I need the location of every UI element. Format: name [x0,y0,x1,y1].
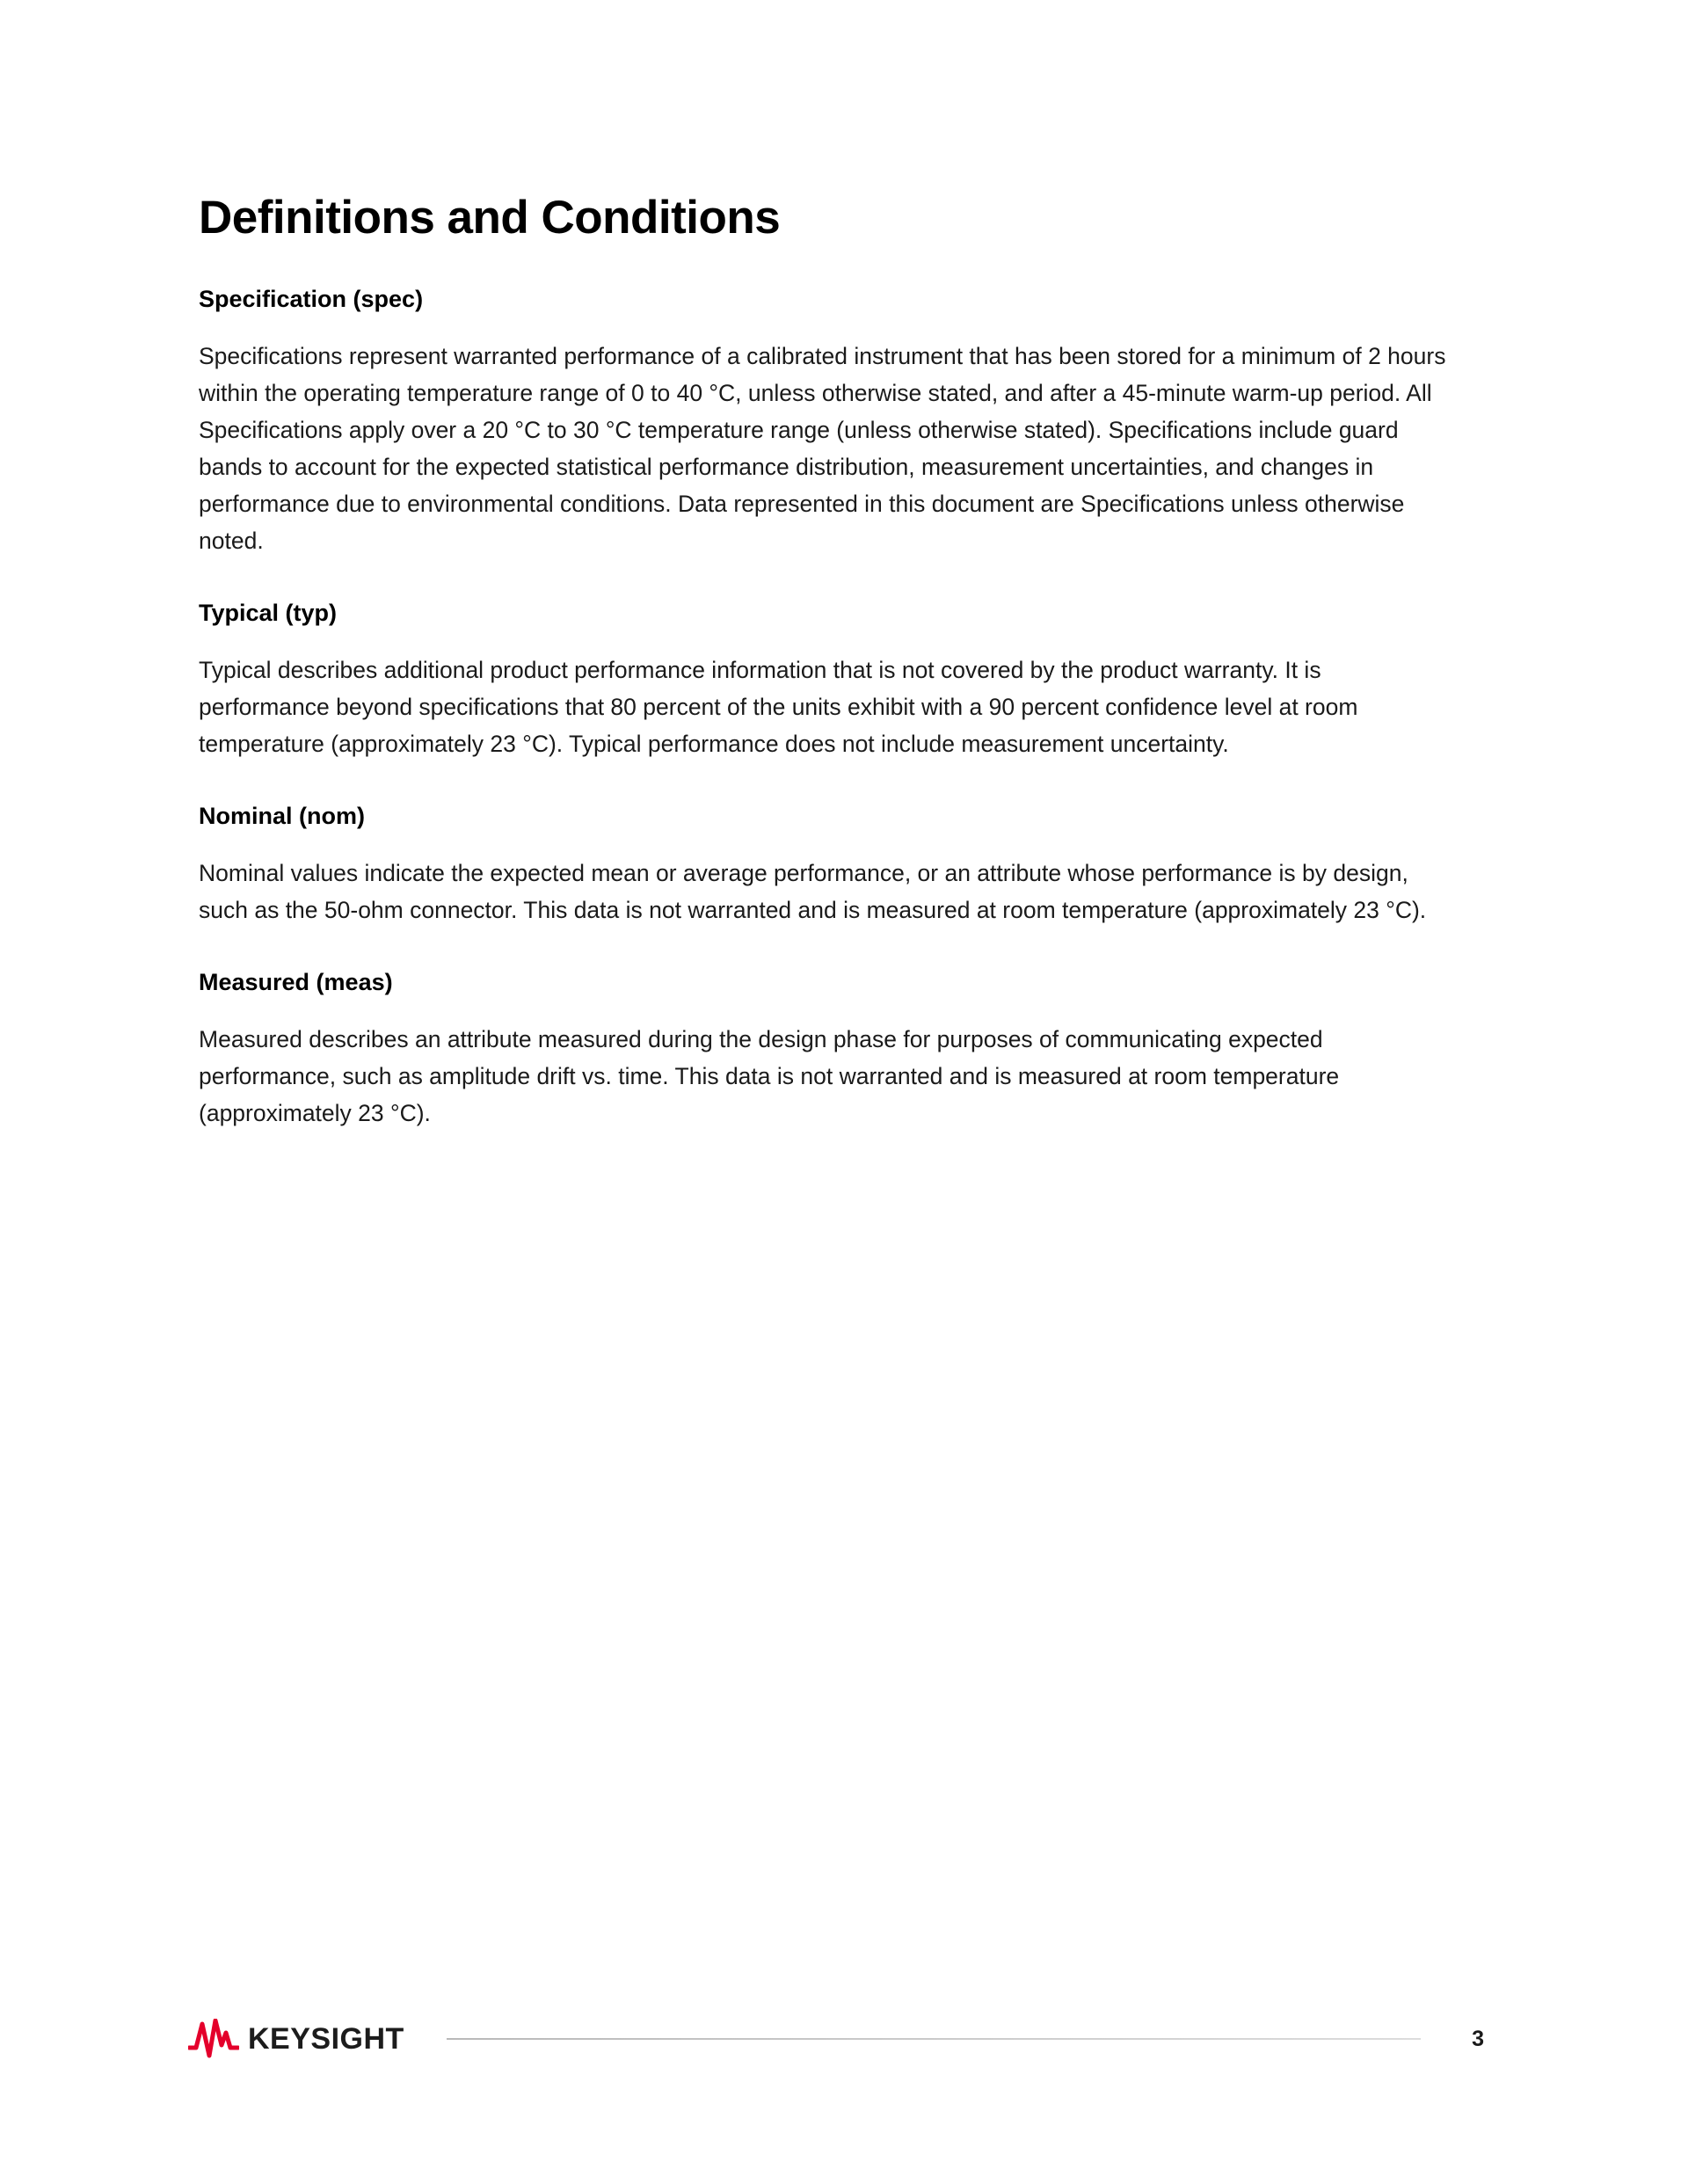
keysight-brand [188,2019,404,2059]
section-typical [199,598,1458,762]
document-content [199,192,1458,1132]
page-title: Definitions and Conditions [199,192,781,244]
section-heading-nominal: Nominal (nom) [199,803,365,830]
section-heading-specification: Specification (spec) [199,285,424,312]
section-heading-measured: Measured (meas) [199,969,393,996]
section-body-measured: Measured describes an attribute measured during the design phase for purposes of communicating expected performance, such as amplitude drift vs. time. This data is not warranted and is measured at room temperature (approximately 23 °C). [199,1026,1340,1127]
footer-divider-line [447,2038,1421,2040]
section-body-nominal: Nominal values indicate the expected mean or average performance, or an attribute whose performance is by design, such as the 50-ohm connector. This data is not warranted and is measured at room temperature (approximately 23 °C). [199,860,1427,924]
keysight-brand-name: KEYSIGHT [248,2021,404,2056]
page-footer [188,2019,1484,2059]
section-heading-typical: Typical (typ) [199,600,338,627]
section-body-typical: Typical describes additional product performance information that is not covered by the product warranty. It is performance beyond specifications that 80 percent of the units exhibit with a 90 percent confidence level at room temperature (approximately 23 °C). Typical performance does not include measurement uncertainty. [199,657,1358,758]
section-body-specification: Specifications represent warranted performance of a calibrated instrument that has been stored for a minimum of 2 hours within the operating temperature range of 0 to 40 °C, unless otherwise stated, and after a 45-minute warm-up period. All Specifications apply over a 20 °C to 30 °C temperature range (unless otherwise stated). Specifications include guard bands to account for the expected statistical performance distribution, measurement uncertainties, and changes in performance due to environmental conditions. Data represented in this document are Specifications unless otherwise noted. [199,343,1446,555]
section-specification [199,284,1458,559]
section-measured [199,967,1458,1132]
page-number: 3 [1472,2026,1484,2051]
keysight-waveform-logo-icon [188,2019,239,2059]
section-nominal [199,801,1458,928]
